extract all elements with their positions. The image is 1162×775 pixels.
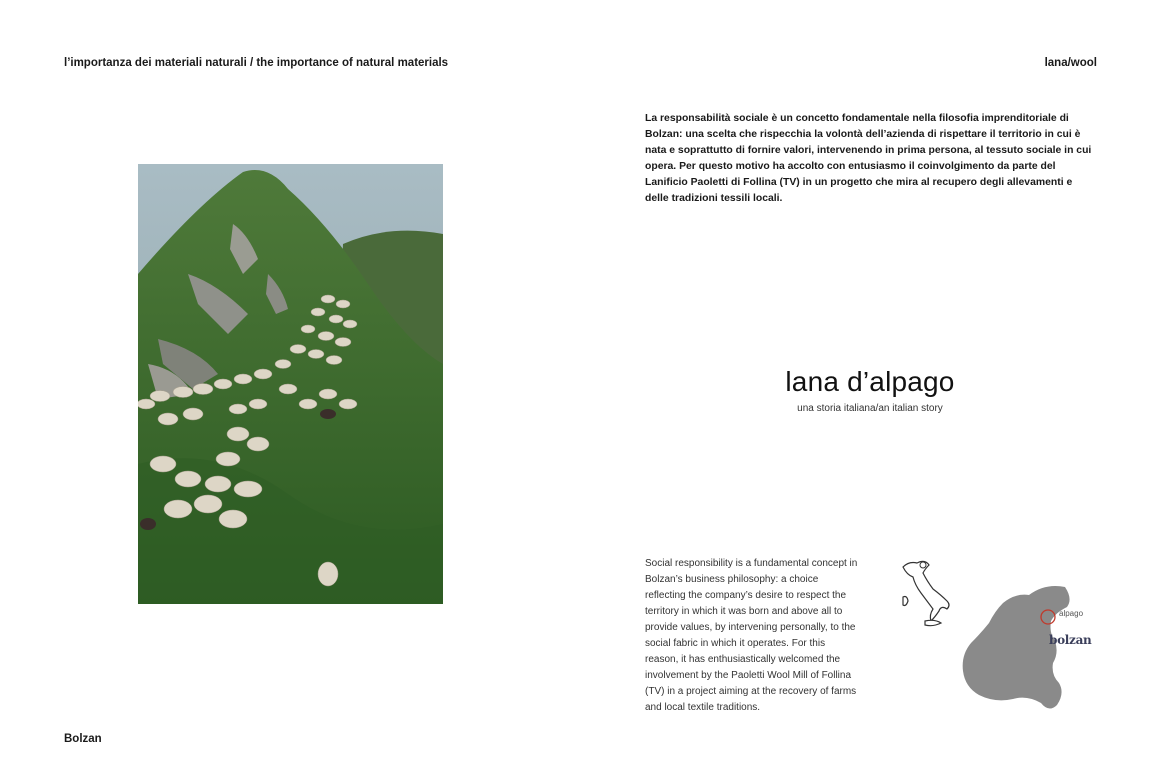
italy-map-icon — [895, 557, 955, 627]
english-intro-paragraph: Social responsibility is a fundamental concept in Bolzan’s business philosophy: a choice reflecting the company’s desire to respect the territory in which it was born and above all to provide values, by intervening personally, to the social fabric in which it operates. For this reason, it has enthusiastically welcomed the involvement by the Paoletti Wool Mill of Follina (TV) in a project aiming at the recovery of farms and local textile traditions. — [645, 558, 858, 713]
sheep-mountain-photo — [138, 164, 443, 604]
page-subtitle: una storia italiana/an italian story — [797, 403, 943, 414]
map-label-alpago: alpago — [1059, 609, 1084, 618]
footer-brand: Bolzan — [64, 733, 102, 745]
map-label-brand: bolzan — [1049, 633, 1092, 647]
sheep-flock-illustration — [138, 164, 443, 604]
section-tag: lana/wool — [1044, 57, 1097, 69]
page-title: lana d’alpago — [785, 366, 955, 397]
section-heading: l’importanza dei materiali naturali / the importance of natural materials — [64, 57, 449, 69]
italian-intro-paragraph: La responsabilità sociale è un concetto fondamentale nella filosofia imprenditoriale di Bolzan: una scelta che rispecchia la volontà dell’azienda di rispettare il territorio in cui è nata e soprattutto di fornire valori, intervenendo in prima persona, al tessuto sociale in cui opera. Per questo motivo ha accolto con entusiasmo il coinvolgimento da parte del Lanificio Paoletti di Follina (TV) in un progetto che mira al recupero degli allevamenti e delle tradizioni tessili locali. — [645, 113, 1092, 204]
italy-outline-map — [895, 557, 955, 627]
title-block — [720, 364, 1020, 414]
